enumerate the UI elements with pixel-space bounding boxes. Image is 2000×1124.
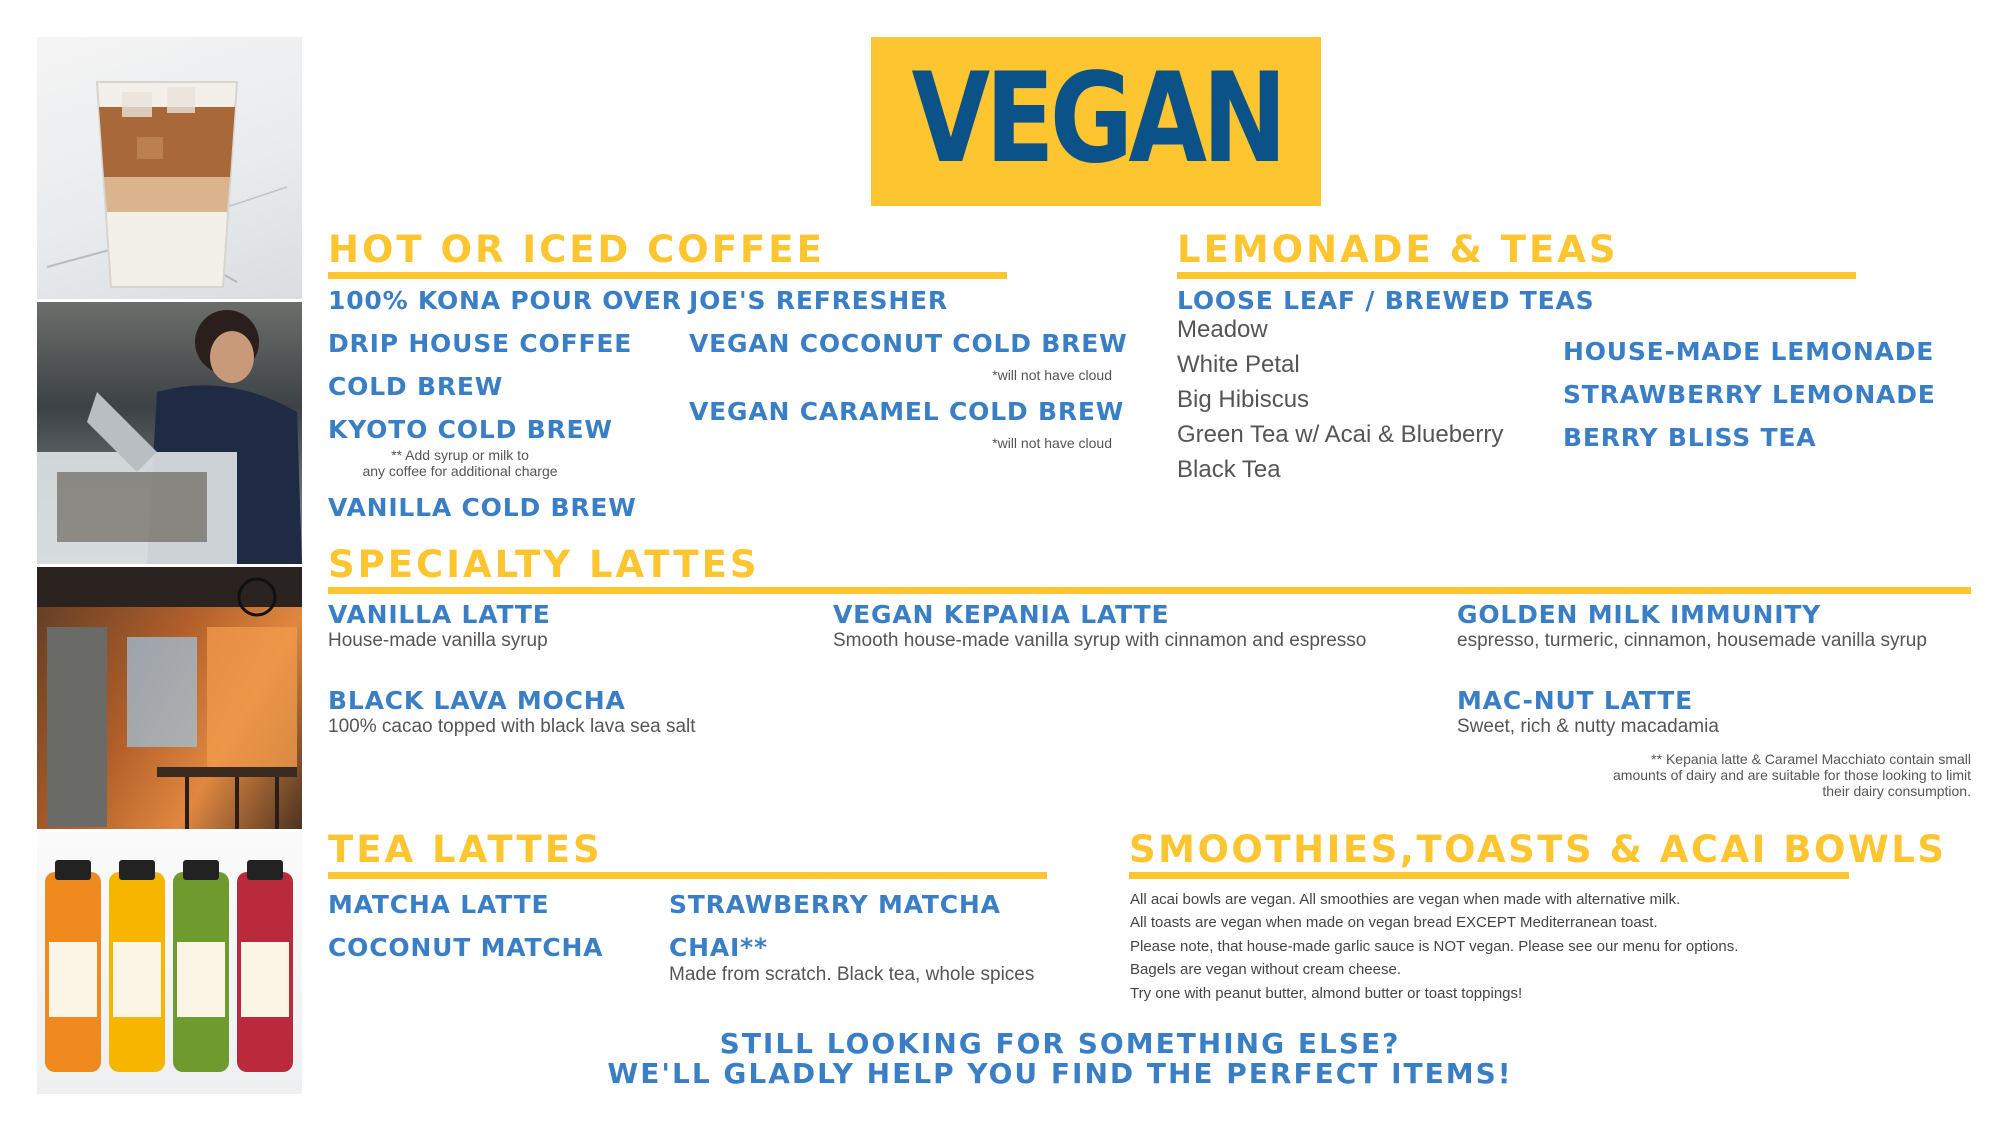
title-banner (871, 37, 1321, 206)
smoothies-line: Please note, that house-made garlic sauce is NOT vegan. Please see our menu for options. (1130, 938, 1739, 955)
loose-leaf-heading: LOOSE LEAF / BREWED TEAS (1177, 286, 1595, 315)
barista-illustration (37, 302, 302, 564)
tea-lattes-rule (328, 872, 1047, 879)
latte-name: BLACK LAVA MOCHA (328, 686, 626, 715)
smoothies-line: Try one with peanut butter, almond butter or toast toppings! (1130, 985, 1523, 1002)
page-title: VEGAN (911, 47, 1283, 191)
coffee-item: DRIP HOUSE COFFEE (328, 329, 633, 358)
lattes-rule (328, 587, 1971, 594)
latte-name: VANILLA LATTE (328, 600, 551, 629)
latte-name: MAC-NUT LATTE (1457, 686, 1693, 715)
tea-variety: Black Tea (1177, 456, 1281, 483)
dairy-note-1: ** Kepania latte & Caramel Macchiato contain small (1651, 751, 1971, 767)
latte-desc: espresso, turmeric, cinnamon, housemade vanilla syrup (1457, 630, 1927, 651)
coffee-syrup-note-1: ** Add syrup or milk to (391, 447, 529, 463)
coffee-item: JOE'S REFRESHER (689, 286, 948, 315)
lemonade-item: STRAWBERRY LEMONADE (1563, 380, 1936, 409)
no-cloud-note: *will not have cloud (992, 367, 1112, 383)
lemonade-item: BERRY BLISS TEA (1563, 423, 1817, 452)
latte-name: VEGAN KEPANIA LATTE (833, 600, 1170, 629)
coffee-syrup-note-2: any coffee for additional charge (362, 463, 558, 479)
latte-desc: Smooth house-made vanilla syrup with cinnamon and espresso (833, 630, 1367, 651)
iced-latte-illustration (37, 37, 302, 299)
cafe-interior-photo (37, 567, 302, 829)
coffee-item: VEGAN COCONUT COLD BREW (689, 329, 1128, 358)
tea-latte-item: COCONUT MATCHA (328, 933, 604, 962)
cafe-illustration (37, 567, 302, 829)
tea-latte-item: STRAWBERRY MATCHA (669, 890, 1001, 919)
smoothies-rule (1129, 872, 1849, 879)
footer-line-1: STILL LOOKING FOR SOMETHING ELSE? (719, 1027, 1401, 1060)
coffee-rule (328, 272, 1007, 279)
lemonade-item: HOUSE-MADE LEMONADE (1563, 337, 1935, 366)
tea-latte-item: MATCHA LATTE (328, 890, 550, 919)
coffee-item: VANILLA COLD BREW (328, 493, 637, 522)
teas-heading: LEMONADE & TEAS (1177, 228, 1619, 271)
tea-variety: Green Tea w/ Acai & Blueberry (1177, 421, 1504, 448)
dairy-note-2: amounts of dairy and are suitable for those looking to limit (1613, 767, 1971, 783)
barista-photo (37, 302, 302, 564)
lattes-heading: SPECIALTY LATTES (328, 543, 760, 586)
no-cloud-note: *will not have cloud (992, 435, 1112, 451)
latte-name: GOLDEN MILK IMMUNITY (1457, 600, 1822, 629)
chai-desc: Made from scratch. Black tea, whole spices (669, 964, 1035, 985)
teas-rule (1177, 272, 1856, 279)
tea-variety: Big Hibiscus (1177, 386, 1310, 413)
tea-latte-item: CHAI** (669, 933, 768, 962)
tea-lattes-heading: TEA LATTES (328, 828, 603, 871)
smoothies-line: All acai bowls are vegan. All smoothies are vegan when made with alternative milk. (1130, 891, 1681, 908)
smoothies-heading: SMOOTHIES,TOASTS & ACAI BOWLS (1129, 828, 1947, 871)
dairy-note-3: their dairy consumption. (1822, 783, 1971, 799)
latte-desc: 100% cacao topped with black lava sea salt (328, 716, 696, 737)
latte-desc: House-made vanilla syrup (328, 630, 548, 651)
coffee-item: COLD BREW (328, 372, 504, 401)
smoothies-line: All toasts are vegan when made on vegan bread EXCEPT Mediterranean toast. (1130, 914, 1658, 931)
iced-latte-photo (37, 37, 302, 299)
coffee-item: 100% KONA POUR OVER (328, 286, 682, 315)
tea-variety: White Petal (1177, 351, 1300, 378)
latte-desc: Sweet, rich & nutty macadamia (1457, 716, 1719, 737)
juice-bottles-photo (37, 832, 302, 1094)
coffee-item: VEGAN CARAMEL COLD BREW (689, 397, 1125, 426)
tea-variety: Meadow (1177, 316, 1268, 343)
coffee-heading: HOT OR ICED COFFEE (328, 228, 825, 271)
smoothies-line: Bagels are vegan without cream cheese. (1130, 961, 1401, 978)
footer-line-2: WE'LL GLADLY HELP YOU FIND THE PERFECT ITEMS! (607, 1057, 1513, 1090)
juice-bottles-illustration (37, 832, 302, 1094)
coffee-item: KYOTO COLD BREW (328, 415, 613, 444)
